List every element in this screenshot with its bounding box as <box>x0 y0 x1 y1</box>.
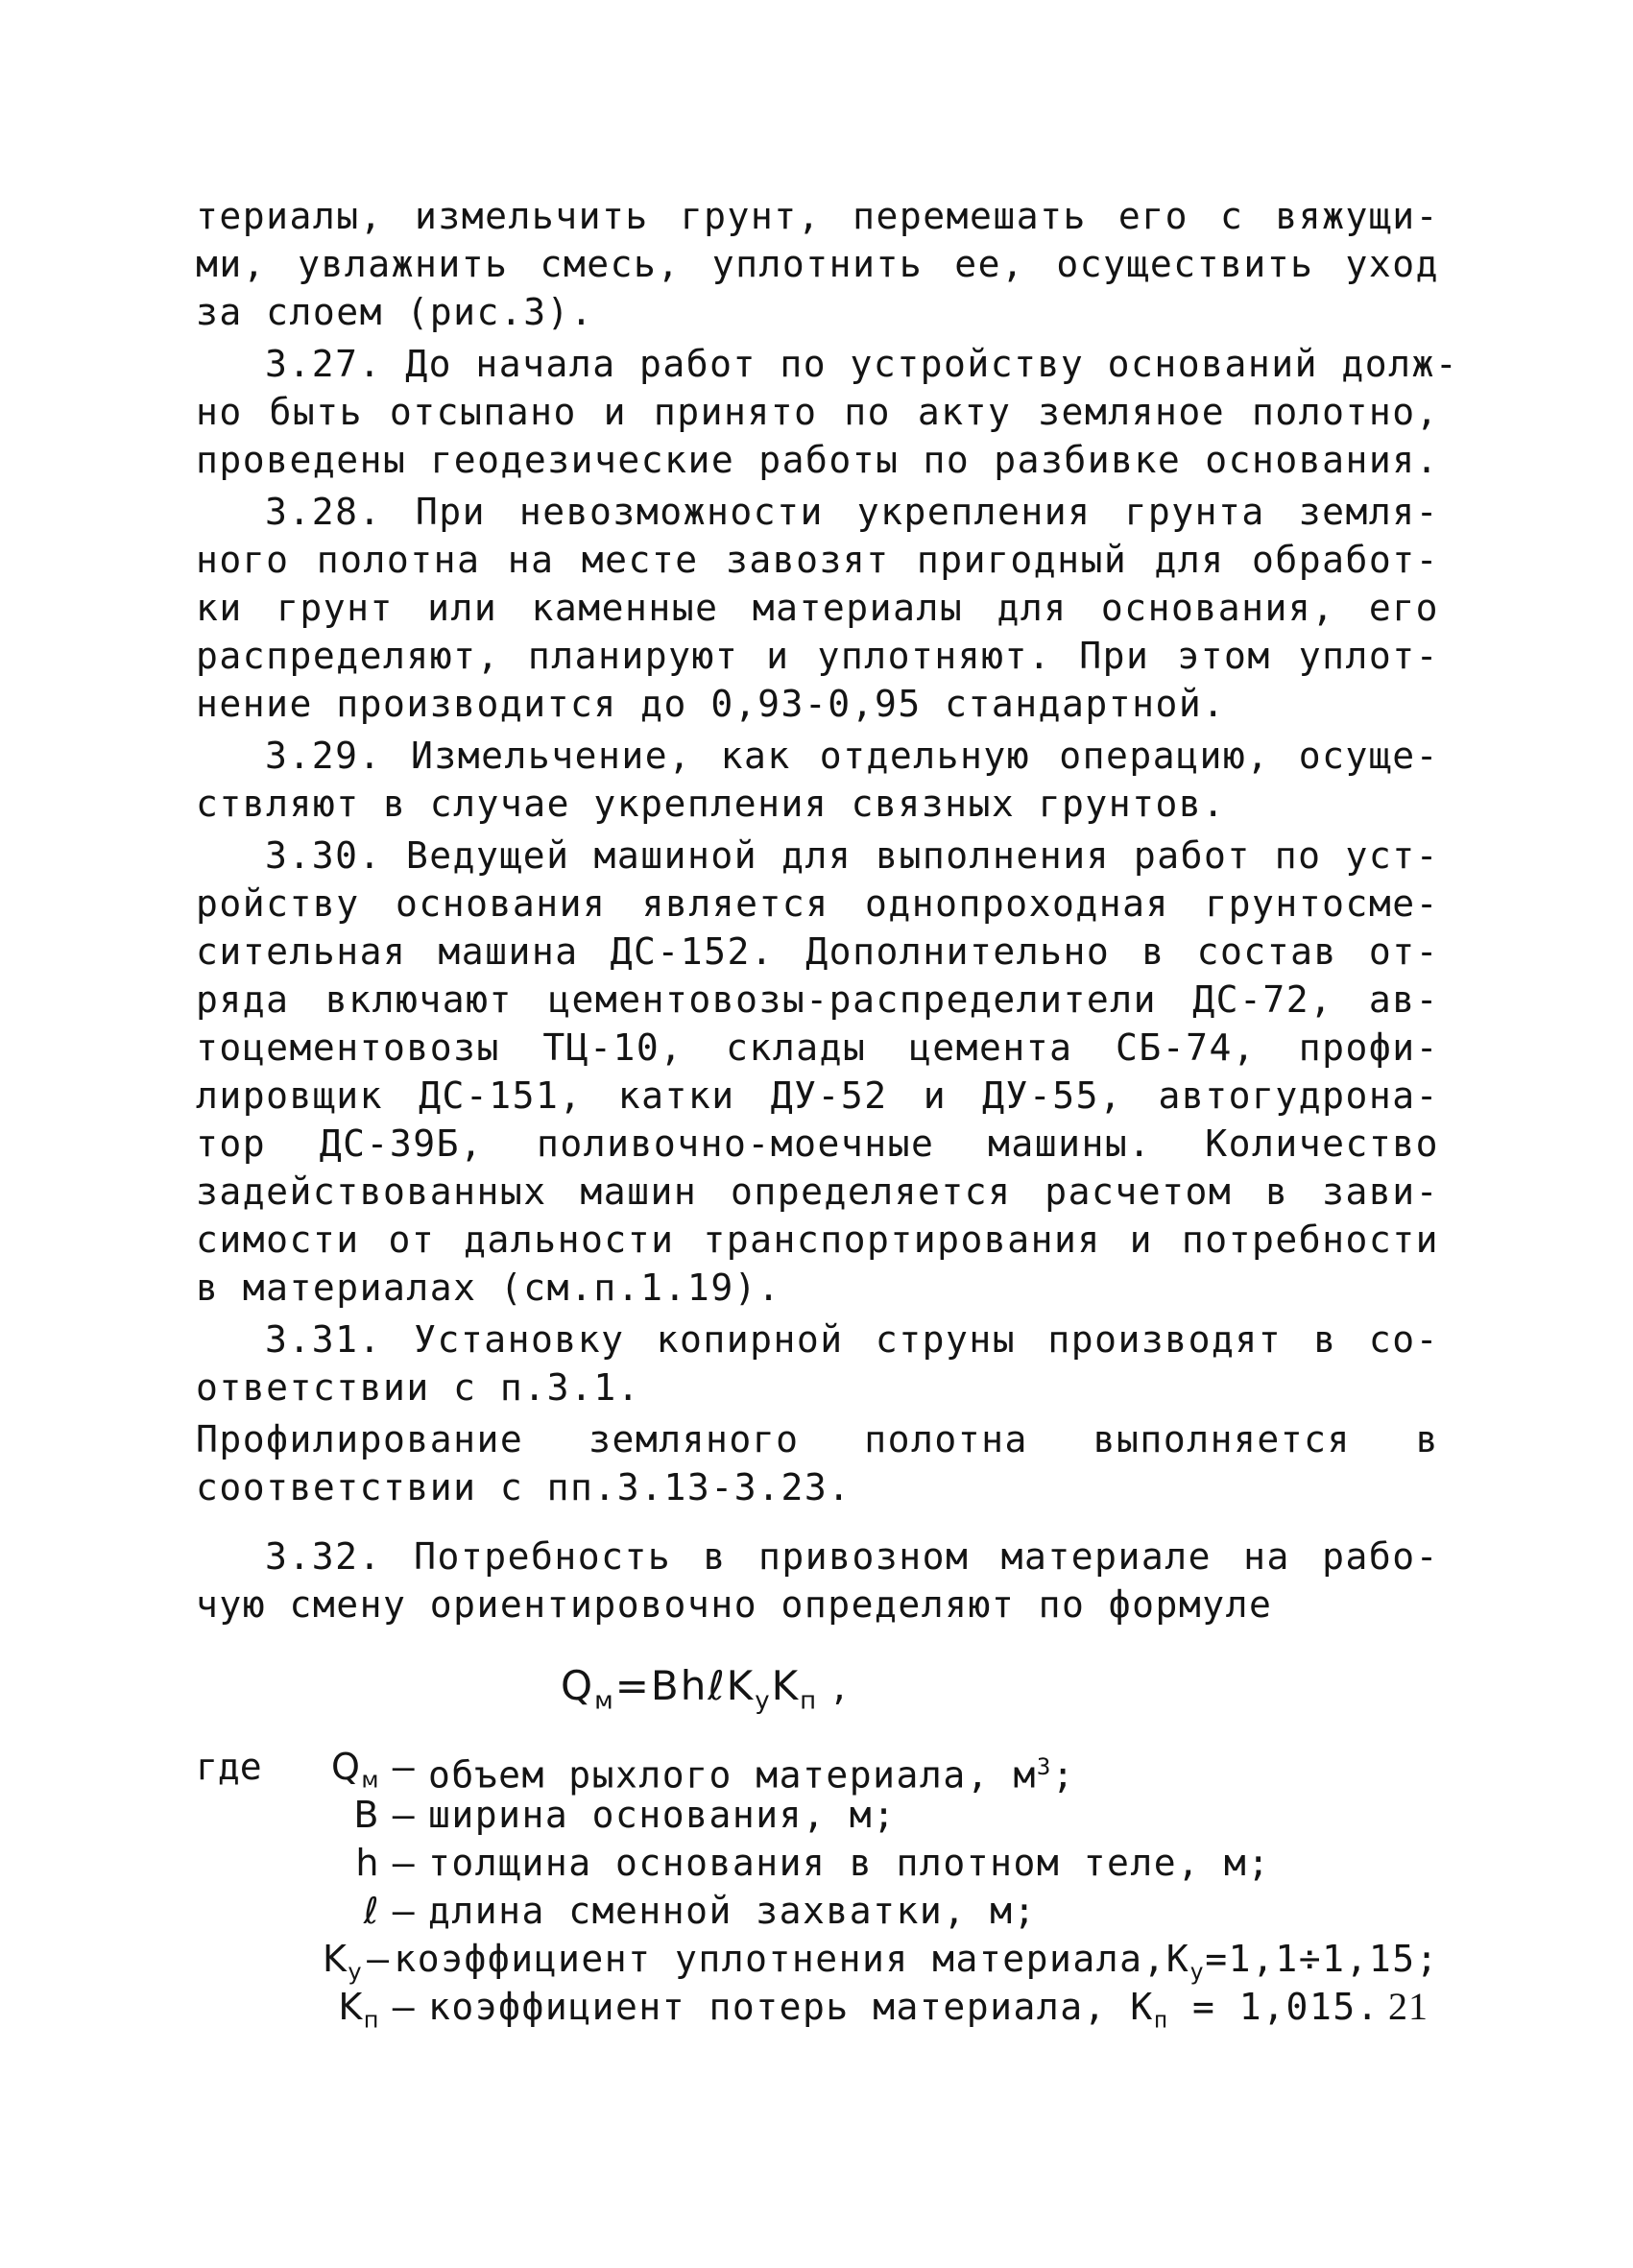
text-line: териалы, измельчить грунт, перемешать его с вяжущи- <box>196 195 1439 237</box>
definition-symbol: B <box>353 1794 380 1837</box>
definition-text: толщина основания в плотном теле, м; <box>428 1842 1271 1885</box>
dash: – <box>392 1890 417 1933</box>
definition-symbol: $K_у$ <box>323 1938 364 1986</box>
formula-ky-subscript: у <box>755 1686 772 1716</box>
paragraph-3-30-start: 3.30. Ведущей машиной для выполнения работ по уст- <box>265 834 1439 877</box>
paragraph-3-29-start: 3.29. Измельчение, как отдельную операцию, осуще- <box>265 735 1439 777</box>
definition-text: длина сменной захватки, м; <box>428 1890 1037 1933</box>
text-line: задействованных машин определяется расчетом в зави- <box>196 1170 1439 1213</box>
text-line: ответствии с п.3.1. <box>196 1366 641 1409</box>
dash: – <box>392 1842 417 1885</box>
formula-q-subscript: м <box>594 1686 615 1716</box>
definitions-list <box>196 1743 1439 2034</box>
text-line: ки грунт или каменные материалы для основания, его <box>196 587 1439 629</box>
definition-text: коэффициент потерь материала, $K_п = 1,015$. <box>428 1986 1381 2034</box>
formula-kn-subscript: п <box>800 1686 819 1716</box>
dash: – <box>392 1986 417 2029</box>
formula-tail: , <box>818 1662 848 1709</box>
formula-body: =BhℓK <box>614 1662 756 1709</box>
text-line: сительная машина ДС-152. Дополнительно в состав от- <box>196 930 1439 973</box>
text-line: лировщик ДС-151, катки ДУ-52 и ДУ-55, автогудрона- <box>196 1074 1439 1117</box>
dash: – <box>367 1938 391 1981</box>
definition-text: коэффициент уплотнения $материала,K_у=1,1\div 1,15$; <box>394 1938 1439 1986</box>
dash: – <box>392 1746 417 1789</box>
text-line: проведены геодезические работы по разбивке основания. <box>196 439 1439 481</box>
definition-symbol: $K_п$ <box>338 1986 380 2034</box>
paragraph-3-32-start: 3.32. Потребность в привозном материале на рабо- <box>265 1535 1439 1578</box>
text-line: ряда включают цементовозы-распределители ДС-72, ав- <box>196 978 1439 1021</box>
formula-q-symbol: Q <box>561 1662 595 1709</box>
definition-symbol: h <box>355 1842 380 1885</box>
text-line: ствляют в случае укрепления связных грунтов. <box>196 783 1226 825</box>
page-body <box>196 192 1459 2034</box>
paragraph-3-31-start: 3.31. Установку копирной струны производят в со- <box>265 1318 1439 1361</box>
text-line: в материалах (см.п.1.19). <box>196 1267 781 1309</box>
definition-row <box>323 1839 1439 1887</box>
definition-symbol: ℓ <box>363 1890 380 1933</box>
text-line: чую смену ориентировочно определяют по формуле <box>196 1583 1273 1626</box>
text-line: тоцементовозы ТЦ-10, склады цемента СБ-74, профи- <box>196 1026 1439 1069</box>
definition-row <box>323 1791 1439 1839</box>
definition-row <box>323 1887 1439 1935</box>
definition-row <box>323 1983 1439 2034</box>
text-line: распределяют, планируют и уплотняют. При этом уплот- <box>196 635 1439 677</box>
text-line: тор ДС-39Б, поливочно-моечные машины. Количество <box>196 1122 1439 1165</box>
definition-text: объем рыхлого материала, $м^3$; <box>428 1753 1076 1798</box>
text-line: ного полотна на месте завозят пригодный для обработ- <box>196 539 1439 581</box>
definition-text: ширина основания, м; <box>428 1794 897 1837</box>
paragraph-3-27-start: 3.27. До начала работ по устройству оснований долж- <box>265 343 1459 385</box>
definition-row <box>323 1743 1439 1798</box>
text-line: нение производится до 0,93-0,95 стандартной. <box>196 683 1226 725</box>
text-line: Профилирование земляного полотна выполняется в <box>196 1418 1439 1460</box>
text-line: ройству основания является однопроходная грунтосме- <box>196 882 1439 925</box>
definition-symbol: $Q_м$ <box>330 1746 380 1794</box>
text-line: но быть отсыпано и принято по акту земляное полотно, <box>196 391 1439 433</box>
text-line: симости от дальности транспортирования и потребности <box>196 1218 1439 1261</box>
formula-k-symbol: K <box>771 1662 801 1709</box>
text-line: за слоем (рис.3). <box>196 291 594 333</box>
formula <box>561 1657 1439 1729</box>
definition-row <box>323 1935 1439 1986</box>
where-label: где <box>196 1746 262 1789</box>
page-number: 21 <box>1388 1985 1429 2028</box>
text-line: соответствии с пп.3.13-3.23. <box>196 1466 852 1508</box>
paragraph-3-28-start: 3.28. При невозможности укрепления грунта земля- <box>265 491 1439 533</box>
text-line: ми, увлажнить смесь, уплотнить ее, осуществить уход <box>196 243 1439 285</box>
dash: – <box>392 1794 417 1837</box>
